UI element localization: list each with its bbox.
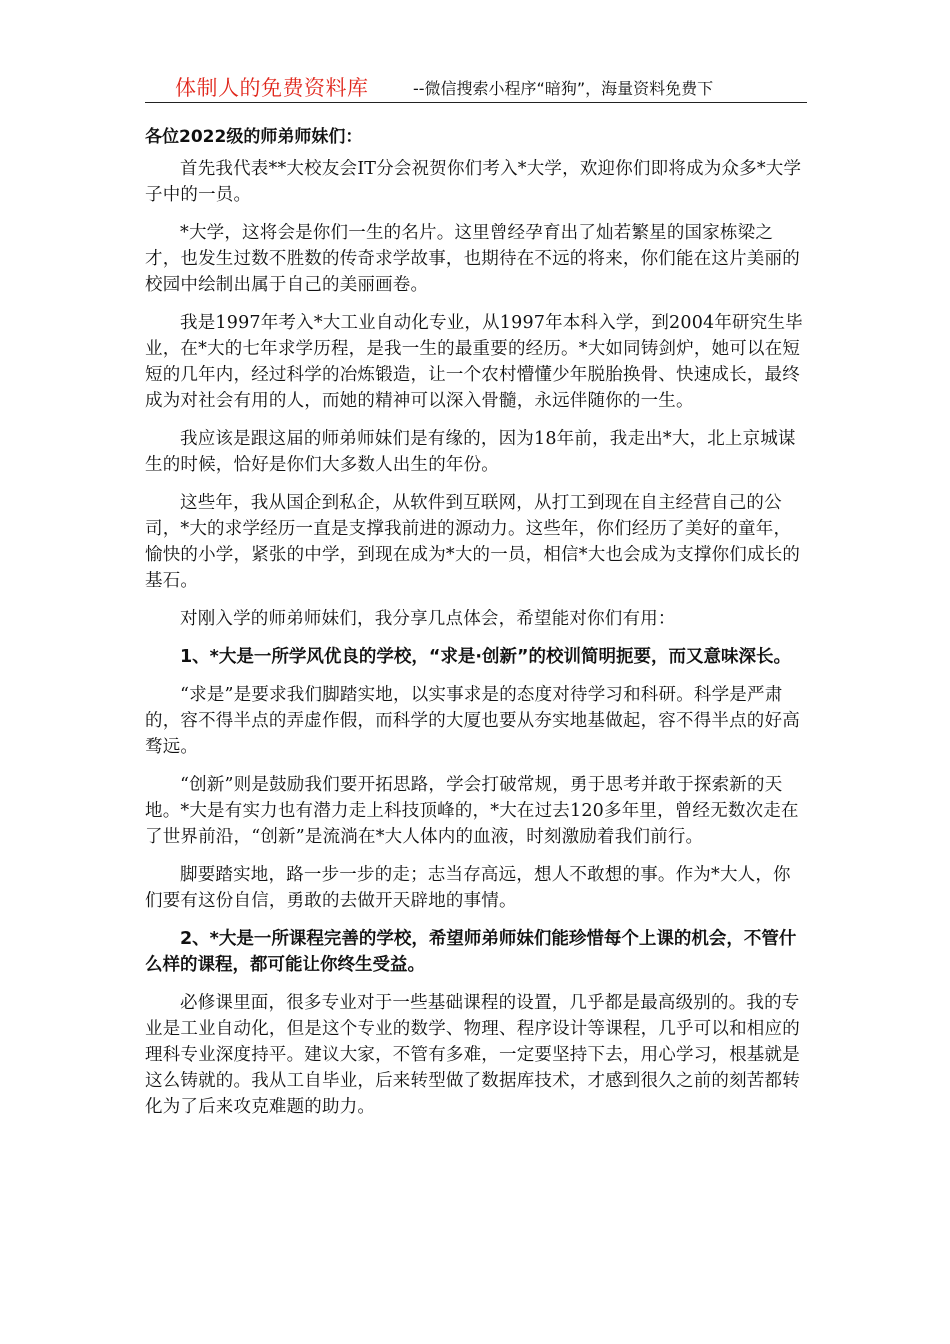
header-tagline: --微信搜索小程序“暗狗”，海量资料免费下 <box>413 79 714 98</box>
paragraph: 我应该是跟这届的师弟师妹们是有缘的，因为18年前，我走出*大，北上京城谋生的时候，恰好是你们大多数人出生的年份。 <box>145 429 796 475</box>
paragraph: 必修课里面，很多专业对于一些基础课程的设置，几乎都是最高级别的。我的专业是工业自动化，但是这个专业的数学、物理、程序设计等课程，几乎可以和相应的理科专业深度持平。建议大家，不管有多难，一定要坚持下去，用心学习，根基就是这么铸就的。我从工自毕业，后来转型做了数据库技术，才感到很久之前的刻苦都转化为了后来攻克难题的助力。 <box>145 993 800 1117</box>
paragraph: 对刚入学的师弟师妹们，我分享几点体会，希望能对你们有用： <box>180 609 676 629</box>
paragraph: “求是”是要求我们脚踏实地，以实事求是的态度对待学习和科研。科学是严肃的，容不得半点的弄虚作假，而科学的大厦也要从夯实地基做起，容不得半点的好高骛远。 <box>145 685 800 757</box>
section-heading: 2、*大是一所课程完善的学校，希望师弟师妹们能珍惜每个上课的机会，不管什么样的课程，都可能让你终生受益。 <box>145 929 797 975</box>
paragraph: 我是1997年考入*大工业自动化专业，从1997年本科入学，到2004年研究生毕业，在*大的七年求学历程，是我一生的最重要的经历。*大如同铸剑炉，她可以在短短的几年内，经过科学的冶炼锻造，让一个农村懵懂少年脱胎换骨、快速成长，最终成为对社会有用的人，而她的精神可以深入骨髓，永远伴随你的一生。 <box>145 313 803 411</box>
greeting: 各位2022级的师弟师妹们： <box>145 127 363 147</box>
brand-title: 体制人的免费资料库 <box>175 76 369 100</box>
section-heading: 1、*大是一所学风优良的学校，“求是·创新”的校训简明扼要，而又意味深长。 <box>180 647 791 667</box>
page-header <box>145 72 807 103</box>
paragraph: *大学，这将会是你们一生的名片。这里曾经孕育出了灿若繁星的国家栋梁之才，也发生过数不胜数的传奇求学故事，也期待在不远的将来，你们能在这片美丽的校园中绘制出属于自己的美丽画卷。 <box>145 223 800 295</box>
paragraph: 脚要踏实地，路一步一步的走；志当存高远，想人不敢想的事。作为*大人，你们要有这份自信，勇敢的去做开天辟地的事情。 <box>145 865 791 911</box>
paragraph: “创新”则是鼓励我们要开拓思路，学会打破常规，勇于思考并敢于探索新的天地。*大是有实力也有潜力走上科技顶峰的，*大在过去120多年里，曾经无数次走在了世界前沿，“创新”是流淌在*大人体内的血液，时刻激励着我们前行。 <box>145 775 799 847</box>
paragraph: 首先我代表**大校友会IT分会祝贺你们考入*大学，欢迎你们即将成为众多*大学子中的一员。 <box>145 159 802 205</box>
paragraph: 这些年，我从国企到私企，从软件到互联网，从打工到现在自主经营自己的公司，*大的求学经历一直是支撑我前进的源动力。这些年，你们经历了美好的童年，愉快的小学，紧张的中学，到现在成为*大的一员，相信*大也会成为支撑你们成长的基石。 <box>145 493 801 591</box>
document-body <box>145 120 807 1132</box>
